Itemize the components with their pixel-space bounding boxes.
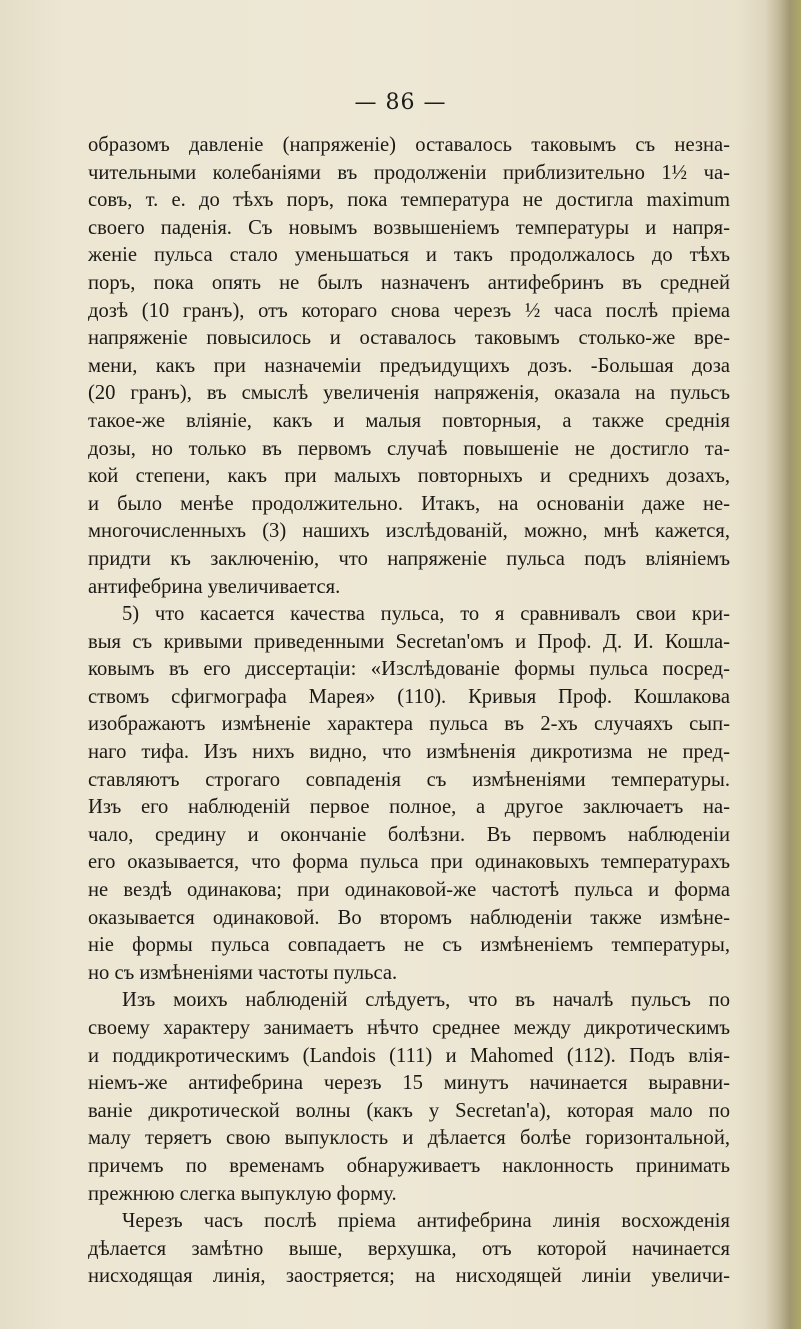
text-line: поръ, пока опять не былъ назначенъ антифебринъ въ средней [88,271,730,294]
text-line: дѣлается замѣтно выше, верхушка, отъ которой начинается [88,1237,730,1260]
text-line: Черезъ часъ послѣ пріема антифебрина линія восхожденія [122,1210,730,1233]
text-line: его оказывается, что форма пульса при одинаковыхъ температурахъ [88,851,730,874]
page-edge-shadow [765,0,801,1329]
text-line: но съ измѣненіями частоты пульса. [88,961,398,984]
text-line: многочисленныхъ (3) нашихъ изслѣдованій, можно, мнѣ кажется, [88,520,730,543]
text-line: 5) что касается качества пульса, то я сравнивалъ свои кри- [122,603,730,626]
text-line: наго тифа. Изъ нихъ видно, что измѣненія дикротизма не пред- [88,741,730,764]
text-line: совъ, т. е. до тѣхъ поръ, пока температура не достигла maximum [88,189,730,212]
text-line: ніемъ-же антифебрина черезъ 15 минутъ начинается выравни- [88,1072,730,1095]
text-line: напряженіе повысилось и оставалось таковымъ столько-же вре- [88,327,730,350]
text-line: выя съ кривыми приведенными Secretan'омъ и Проф. Д. И. Кошла- [88,630,730,653]
text-line: кой степени, какъ при малыхъ повторныхъ и среднихъ дозахъ, [88,465,730,488]
text-line: и поддикротическимъ (Landois (111) и Mahomed (112). Подъ влія- [88,1044,730,1067]
text-line: чало, средину и окончаніе болѣзни. Въ первомъ наблюденіи [88,823,730,846]
text-line: изображаютъ измѣненіе характера пульса въ 2-хъ случаяхъ сып- [88,713,730,736]
body-text [88,132,730,1291]
text-line: оказывается одинаковой. Во второмъ наблюденіи также измѣне- [88,906,730,929]
page-number: — 86 — [354,90,447,115]
text-line: женіе пульса стало уменьшаться и такъ продолжалось до тѣхъ [88,244,730,267]
text-line: причемъ по временамъ обнаруживаетъ наклонность принимать [88,1154,730,1177]
text-line: ніе формы пульса совпадаетъ не съ измѣненіемъ температуры, [88,934,730,957]
text-line: Изъ моихъ наблюденій слѣдуетъ, что въ началѣ пульсъ по [122,989,730,1012]
text-line: своему характеру занимаетъ нѣчто среднее между дикротическимъ [88,1017,730,1039]
text-line: ваніе дикротической волны (какъ у Secretan'a), которая мало по [88,1099,730,1122]
text-line: чительными колебаніями въ продолженіи приблизительно 1½ ча- [88,161,730,184]
text-line: дозы, но только въ первомъ случаѣ повышеніе не достигло та- [88,437,730,460]
text-line: антифебрина увеличивается. [88,575,341,598]
text-line: своего паденія. Съ новымъ возвышеніемъ температуры и напря- [88,216,730,239]
text-line: и было менѣе продолжительно. Итакъ, на основаніи даже не- [88,492,730,515]
text-line: прежнюю слегка выпуклую форму. [88,1182,397,1205]
text-line: не вездѣ одинакова; при одинаковой-же частотѣ пульса и форма [88,879,730,902]
text-line: ставляютъ строгаго совпаденія съ измѣненіями температуры. [88,768,730,791]
text-line: образомъ давленіе (напряженіе) оставалось таковымъ съ незна- [88,134,730,156]
text-line: такое-же вліяніе, какъ и малыя повторныя, а также среднія [88,409,730,432]
text-line: малу теряетъ свою выпуклость и дѣлается болѣе горизонтальной, [88,1127,730,1150]
text-line: ствомъ сфигмографа Марея» (110). Кривыя Проф. Кошлакова [88,685,730,708]
text-line: придти къ заключенію, что напряженіе пульса подъ вліяніемъ [88,547,730,570]
text-line: мени, какъ при назначеміи предъидущихъ дозъ. -Большая доза [88,354,730,377]
text-line: нисходящая линія, заостряется; на нисходящей линіи увеличи- [88,1265,730,1288]
text-line: Изъ его наблюденій первое полное, а другое заключаетъ на- [88,796,730,819]
text-line: (20 гранъ), въ смыслѣ увеличенія напряженія, оказала на пульсъ [88,382,730,405]
text-line: ковымъ въ его диссертаціи: «Изслѣдованіе формы пульса посред- [88,658,730,681]
text-line: дозѣ (10 гранъ), отъ котораго снова черезъ ½ часа послѣ пріема [88,299,730,322]
